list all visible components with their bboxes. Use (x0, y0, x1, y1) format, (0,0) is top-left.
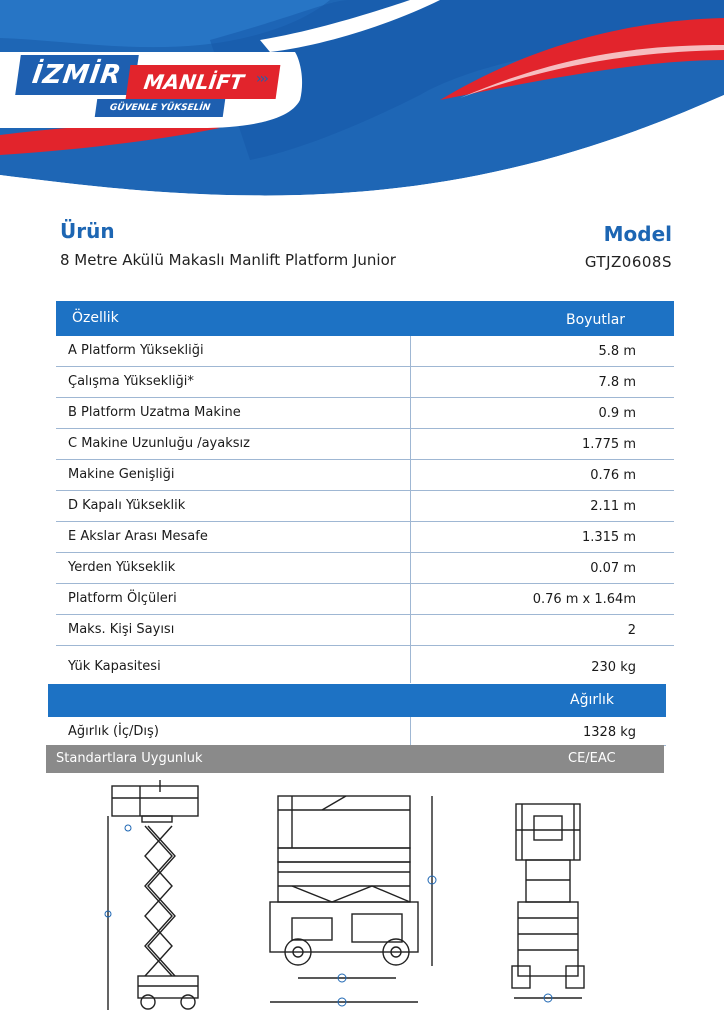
spec-table-header (56, 301, 674, 336)
spec-label: Çalışma Yüksekliği* (68, 374, 194, 389)
table-row (56, 367, 674, 398)
spec-value: 7.8 m (598, 375, 636, 390)
weight-header (48, 684, 666, 717)
company-logo (18, 55, 308, 123)
scissor-lift-side-drawing (262, 790, 442, 1015)
table-row (56, 522, 674, 553)
spec-value: 0.07 m (590, 561, 636, 576)
table-row (56, 491, 674, 522)
spec-label: Yerden Yükseklik (68, 560, 176, 575)
column-divider (410, 336, 411, 683)
weight-value: 1328 kg (583, 725, 636, 740)
spec-value: 0.76 m (590, 468, 636, 483)
product-heading: Ürün (60, 219, 115, 243)
column-divider (410, 717, 411, 745)
spec-value: 1.775 m (581, 437, 636, 452)
spec-value: 2.11 m (590, 499, 636, 514)
spec-table (56, 301, 674, 688)
spec-label: D Kapalı Yükseklik (68, 498, 186, 513)
spec-label: Yük Kapasitesi (68, 659, 161, 674)
model-value: GTJZ0608S (584, 253, 672, 271)
product-name: 8 Metre Akülü Makaslı Manlift Platform Junior (60, 251, 396, 269)
table-row (56, 646, 674, 688)
table-row (56, 336, 674, 367)
spec-label: C Makine Uzunluğu /ayaksız (68, 436, 250, 451)
model-heading: Model (603, 222, 672, 246)
spec-label: E Akslar Arası Mesafe (68, 529, 208, 544)
scissor-lift-extended-drawing (100, 778, 210, 1018)
table-row (56, 584, 674, 615)
logo-chevron-icon: ››› (256, 71, 267, 87)
table-row (56, 398, 674, 429)
spec-header-feature: Özellik (72, 310, 119, 326)
spec-value: 0.9 m (598, 406, 636, 421)
weight-header-label: Ağırlık (570, 692, 614, 708)
logo-text-izmir: İZMİR (15, 55, 139, 95)
table-row (56, 460, 674, 491)
standards-label: Standartlara Uygunluk (56, 751, 203, 766)
dimension-marker-b (125, 825, 131, 831)
spec-label: Makine Genişliği (68, 467, 175, 482)
spec-label: Maks. Kişi Sayısı (68, 622, 175, 637)
table-row (56, 429, 674, 460)
spec-value: 2 (627, 623, 636, 638)
logo-text-manlift: MANLİFT (126, 65, 281, 99)
spec-label: Platform Ölçüleri (68, 591, 177, 606)
spec-header-dimensions: Boyutlar (566, 312, 626, 328)
standards-value: CE/EAC (568, 751, 616, 766)
table-row (56, 553, 674, 584)
spec-label: B Platform Uzatma Makine (68, 405, 241, 420)
logo-slogan: GÜVENLE YÜKSELİN (95, 99, 226, 117)
standards-row (46, 745, 664, 773)
spec-label: A Platform Yüksekliği (68, 343, 204, 358)
weight-label: Ağırlık (İç/Dış) (68, 724, 159, 739)
table-row (56, 615, 674, 646)
spec-value: 5.8 m (598, 344, 636, 359)
scissor-lift-front-drawing (508, 800, 588, 1010)
spec-value: 230 kg (591, 660, 636, 675)
spec-value: 1.315 m (581, 530, 636, 545)
table-row (56, 717, 666, 746)
spec-value: 0.76 m x 1.64m (532, 592, 636, 607)
